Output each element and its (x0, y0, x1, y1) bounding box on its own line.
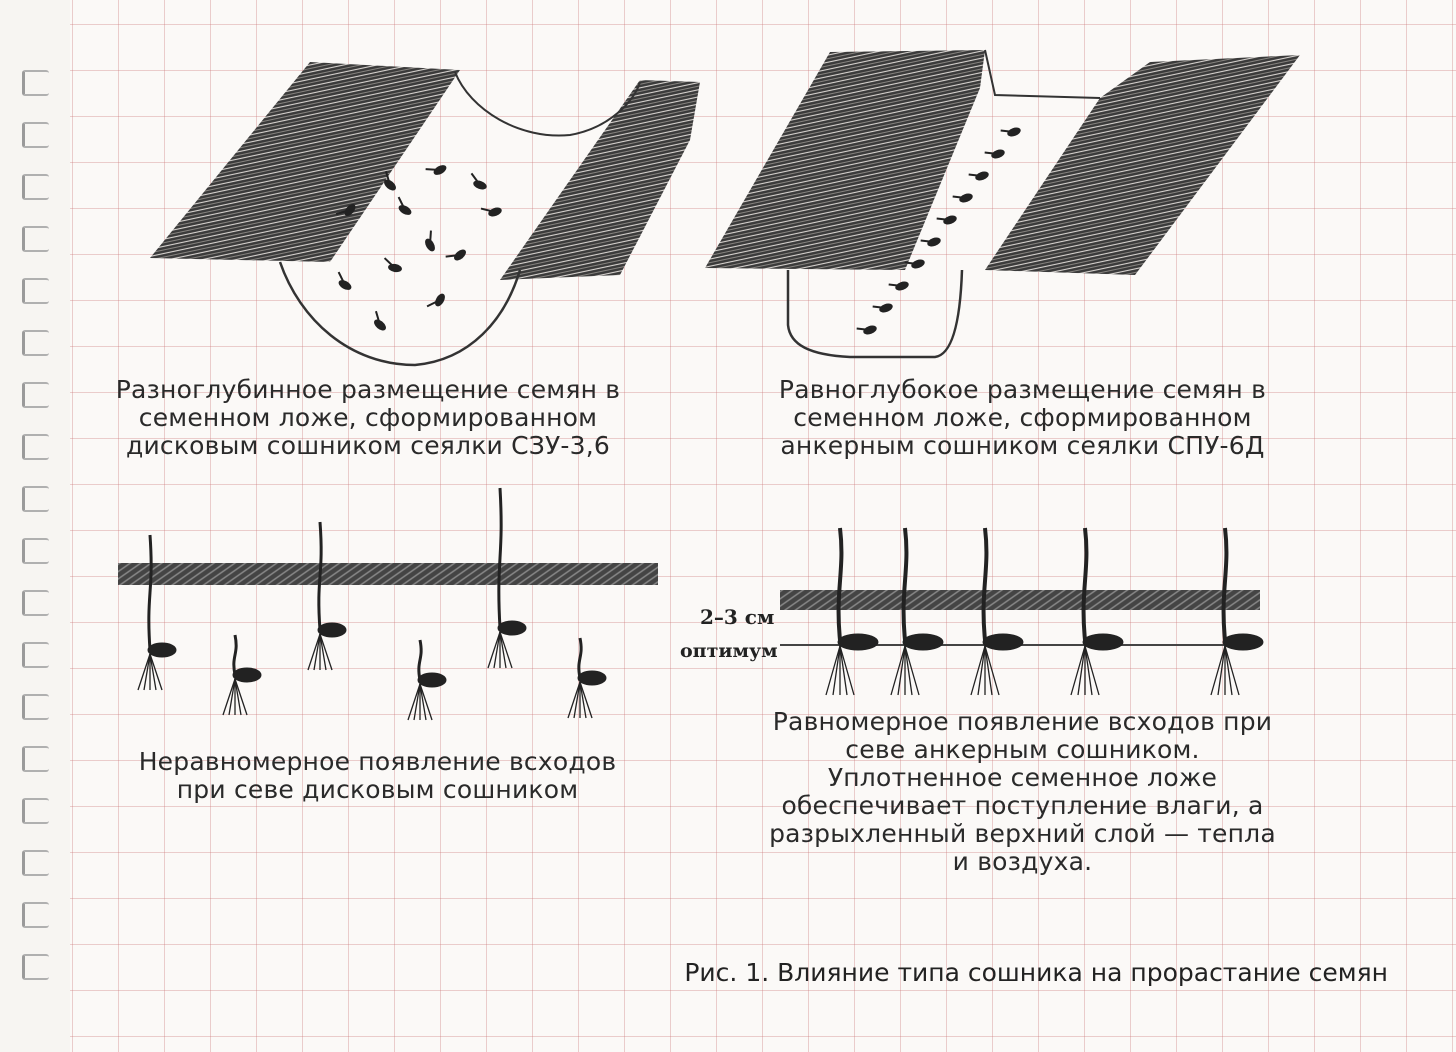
seed (1001, 124, 1022, 140)
seed (953, 190, 974, 206)
caption-line: Равноглубокое размещение семян в (778, 375, 1267, 404)
caption-line: Неравномерное появление всходов (138, 747, 617, 776)
seedling (1071, 528, 1123, 695)
seed (921, 234, 942, 250)
seed (382, 258, 403, 273)
caption-line: разрыхленный верхний слой — тепла (769, 819, 1276, 848)
seed (985, 146, 1006, 162)
seedling (138, 535, 176, 690)
caption-line: Уплотненное семенное ложе (827, 763, 1218, 792)
seed (427, 290, 447, 312)
depth-note-label: оптимум (680, 640, 778, 662)
seed (393, 197, 415, 217)
seedling (971, 528, 1023, 695)
seedling (308, 522, 346, 670)
even-emergence-drawing (680, 528, 1263, 695)
depth-value-label: 2–3 см (700, 605, 775, 629)
seedling (1211, 528, 1263, 695)
left-soil-block (705, 50, 985, 270)
anchor-opener-seedbed-drawing (705, 50, 1300, 357)
seedling (408, 640, 446, 720)
soil-surface-band (118, 563, 658, 585)
caption-line: дисковым сошником сеялки СЗУ-3,6 (126, 431, 610, 460)
caption-anchor-placement (740, 376, 1305, 460)
seedling (891, 528, 943, 695)
seed (467, 173, 489, 191)
seed (333, 272, 355, 292)
seed (937, 212, 958, 228)
caption-disc-placement (88, 376, 648, 460)
caption-line: севе анкерным сошником. (845, 735, 1200, 764)
figure-caption: Рис. 1. Влияние типа сошника на прорастание семян (684, 958, 1388, 987)
caption-line: Разноглубинное размещение семян в (115, 375, 621, 404)
caption-line: при севе дисковым сошником (176, 775, 579, 804)
seedling (826, 528, 878, 695)
seed (873, 300, 894, 316)
caption-line: семенном ложе, сформированном (793, 403, 1252, 432)
seedling (568, 638, 606, 718)
soil-surface-band (780, 590, 1260, 610)
seed (446, 244, 468, 265)
seed (889, 278, 910, 294)
left-soil-block (150, 62, 460, 262)
caption-line: и воздуха. (952, 847, 1093, 876)
right-soil-block (985, 55, 1300, 275)
caption-line: обеспечивает поступление влаги, а (781, 791, 1264, 820)
caption-line: Равномерное появление всходов при (772, 707, 1273, 736)
seed (421, 231, 441, 253)
seed (969, 168, 990, 184)
seed (426, 160, 448, 180)
seed (481, 202, 503, 220)
caption-line: анкерным сошником сеялки СПУ-6Д (780, 431, 1265, 460)
disc-opener-seedbed-drawing (150, 62, 700, 365)
seedling (223, 635, 261, 715)
caption-anchor-emergence (735, 708, 1310, 876)
seed (368, 311, 390, 332)
seed (857, 322, 878, 338)
caption-disc-emergence (100, 748, 655, 804)
right-soil-block (500, 80, 700, 280)
uneven-emergence-drawing (118, 488, 658, 720)
caption-line: семенном ложе, сформированном (138, 403, 598, 432)
